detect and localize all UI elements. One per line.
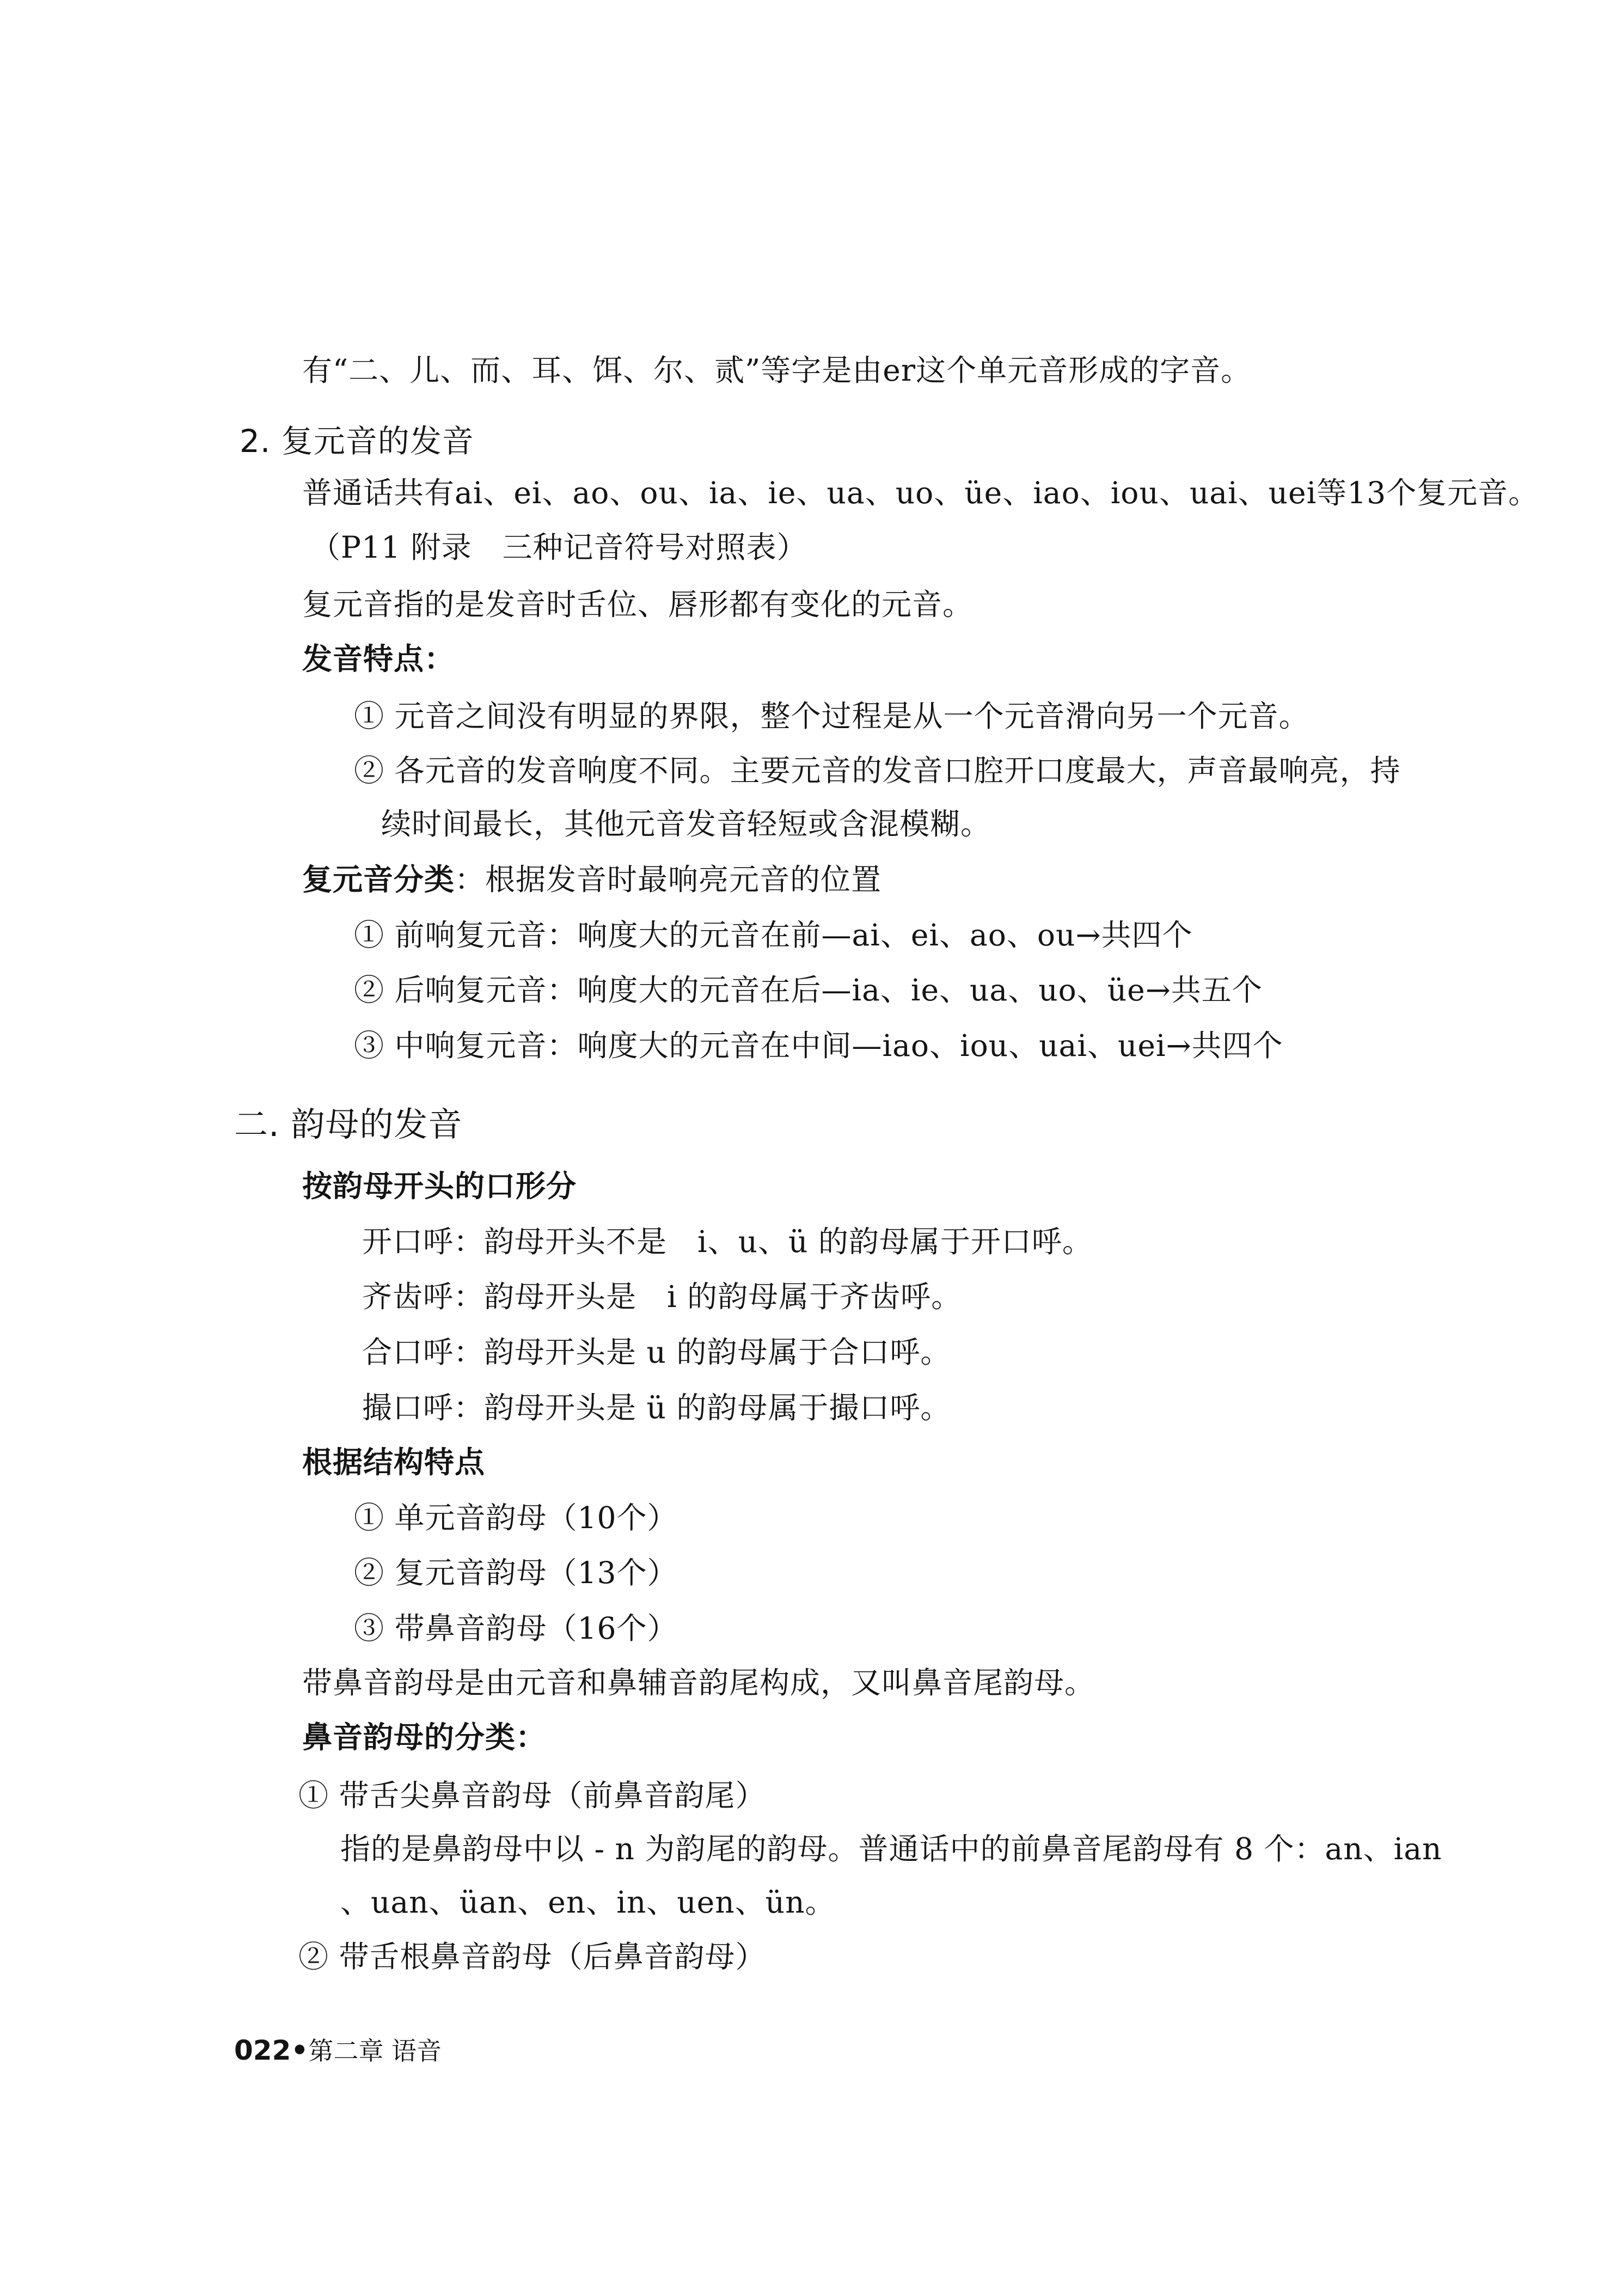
feature-item-1: ① 元音之间没有明显的界限，整个过程是从一个元音滑向另一个元音。 [354, 699, 1309, 734]
subheading-nasal-classification: 鼻音韵母的分类： [302, 1719, 547, 1755]
even-teeth-line: 齐齿呼：韵母开头是 i 的韵母属于齐齿呼。 [362, 1279, 962, 1314]
classification-line [302, 860, 882, 899]
intro-line-er: 有“二、儿、而、耳、饵、尔、贰”等字是由er这个单元音形成的字音。 [302, 353, 1252, 388]
structure-item-2: ② 复元音韵母（13个） [354, 1555, 678, 1590]
classification-text: ：根据发音时最响亮元音的位置 [455, 862, 882, 897]
subheading-features: 发音特点： [302, 641, 455, 676]
closed-mouth-line: 合口呼：韵母开头是 u 的韵母属于合口呼。 [362, 1335, 951, 1370]
subheading-structure: 根据结构特点 [302, 1444, 486, 1480]
nasal-type-1-description: 指的是鼻韵母中以 - n 为韵尾的韵母。普通话中的前鼻音尾韵母有 8 个：an、ian [340, 1831, 1442, 1866]
classification-item-2: ② 后响复元音：响度大的元音在后—ia、ie、ua、uo、üe→共五个 [354, 973, 1263, 1007]
subheading-mouth-shape: 按韵母开头的口形分 [302, 1168, 577, 1204]
structure-item-3: ③ 带鼻音韵母（16个） [354, 1611, 678, 1646]
footer-separator: • [291, 2035, 309, 2066]
nasal-final-definition: 带鼻音韵母是由元音和鼻辅音韵尾构成，又叫鼻音尾韵母。 [302, 1665, 1095, 1700]
section-heading-finals: 二. 韵母的发音 [234, 1104, 463, 1144]
nasal-type-1: ① 带舌尖鼻音韵母（前鼻音韵尾） [298, 1778, 766, 1813]
classification-label: 复元音分类 [302, 862, 455, 897]
nasal-type-2: ② 带舌根鼻音韵母（后鼻音韵母） [298, 1939, 766, 1974]
section-heading-compound-vowels: 2. 复元音的发音 [240, 423, 474, 460]
feature-item-2: ② 各元音的发音响度不同。主要元音的发音口腔开口度最大，声音最响亮，持 [354, 753, 1401, 788]
open-mouth-line: 开口呼：韵母开头不是 i、u、ü 的韵母属于开口呼。 [362, 1224, 1093, 1259]
round-mouth-line: 撮口呼：韵母开头是 ü 的韵母属于撮口呼。 [362, 1390, 951, 1425]
classification-item-3: ③ 中响复元音：响度大的元音在中间—iao、iou、uai、uei→共四个 [354, 1028, 1283, 1063]
chapter-title: 第二章 语音 [308, 2036, 442, 2066]
nasal-type-1-description-continued: 、uan、üan、en、in、uen、ün。 [340, 1885, 836, 1920]
page-number: 022 [234, 2035, 291, 2066]
appendix-reference: （P11 附录 三种记音符号对照表） [310, 530, 807, 565]
page-footer [234, 2034, 442, 2067]
structure-item-1: ① 单元音韵母（10个） [354, 1500, 678, 1535]
compound-vowel-list-line: 普通话共有ai、ei、ao、ou、ia、ie、ua、uo、üe、iao、iou、uai、uei等13个复元音。 [302, 475, 1539, 510]
compound-vowel-definition: 复元音指的是发音时舌位、唇形都有变化的元音。 [302, 587, 974, 622]
classification-item-1: ① 前响复元音：响度大的元音在前—ai、ei、ao、ou→共四个 [354, 918, 1193, 952]
feature-item-2-continued: 续时间最长，其他元音发音轻短或含混模糊。 [381, 807, 991, 841]
